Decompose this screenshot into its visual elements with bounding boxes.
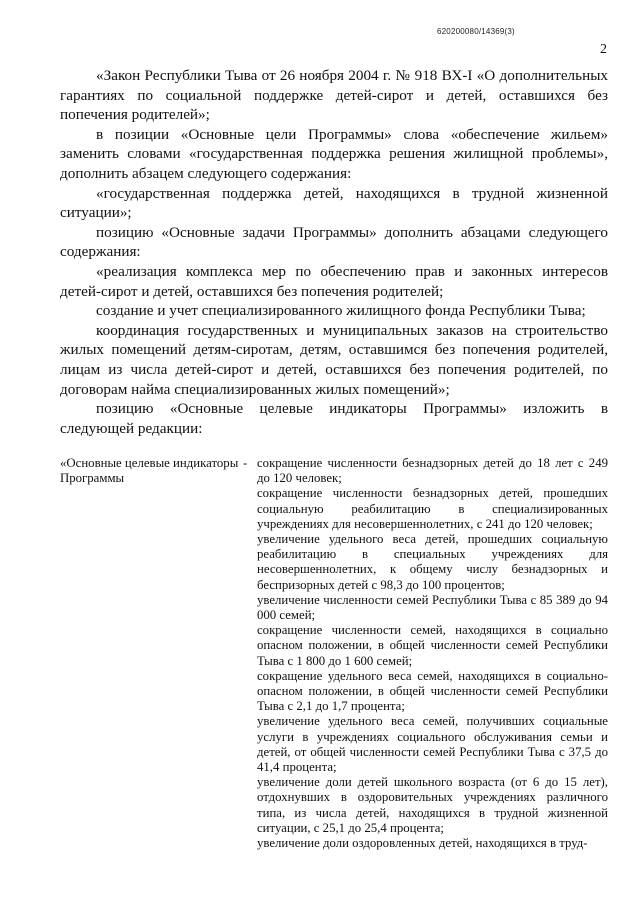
indicator-item: увеличение доли оздоровленных детей, находящихся в труд- [257,836,588,851]
indicators-label: «Основные целевые индикаторы Программы [60,456,239,486]
paragraph: позицию «Основные целевые индикаторы Программы» изложить в следующей редакции: [60,400,608,437]
paragraph: создание и учет специализированного жилищного фонда Республики Тыва; [96,302,586,320]
paragraph: «государственная поддержка детей, находящихся в трудной жизненной ситуации»; [60,184,608,222]
indicator-item: увеличение удельного веса семей, получивших социальные услуги в учреждениях социального обслуживания семьи и детей, от общей численности семей Республики Тыва с 37,5 до 41,4 процента; [257,714,608,775]
paragraph: «Закон Республики Тыва от 26 ноября 2004 г. № 918 ВХ-I «О дополнительных гарантиях по социальной поддержке детей-сирот и детей, оставшихся без попечения родителей»; [60,67,608,124]
page-number: 2 [600,42,607,57]
indicator-item: увеличение численности семей Республики Тыва с 85 389 до 94 000 семей; [257,592,608,623]
document-body [60,66,608,438]
indicator-item: сокращение численности семей, находящихся в социально опасном положении, в общей численности семей Республики Тыва с 1 800 до 1 600 семей; [257,623,608,668]
indicators-list [257,456,608,851]
document-id: 620200080/14369(3) [437,27,515,36]
indicator-item: увеличение удельного веса детей, прошедших социальную реабилитацию в специальных учреждениях для несовершеннолетних, к общему числу безнадзорных и беспризорных детей с 98,3 до 100 процентов; [257,532,608,592]
paragraph: «реализация комплекса мер по обеспечению прав и законных интересов детей-сирот и детей, оставшихся без попечения родителей; [60,262,608,300]
indicator-item: сокращение численности безнадзорных детей до 18 лет с 249 до 120 человек; [257,456,608,486]
indicator-item: сокращение удельного веса семей, находящихся в социально-опасном положении, в общей численности семей Республики Тыва с 2,1 до 1,7 процента; [257,668,608,714]
paragraph: координация государственных и муниципальных заказов на строительство жилых помещений детям-сиротам, детям, оставшимся без попечения родителей, лицам из числа детей-сирот и детей, оставшихся без попечения родителей, по договорам найма специализированных жилых помещений»; [60,321,608,398]
paragraph: в позиции «Основные цели Программы» слова «обеспечение жильем» заменить словами «государственная поддержка решения жилищной проблемы», дополнить абзацем следующего содержания: [60,125,608,182]
paragraph: позицию «Основные задачи Программы» дополнить абзацами следующего содержания: [60,223,608,261]
table-dash: - [243,456,248,470]
indicator-item: увеличение доли детей школьного возраста (от 6 до 15 лет), отдохнувших в оздоровительных учреждениях различного типа, из числа детей, находящихся в трудной жизненной ситуации, с 25,1 до 25,4 процента; [257,775,608,835]
indicator-item: сокращение численности безнадзорных детей, прошедших социальную реабилитацию в специализированных учреждениях для несовершеннолетних, с 241 до 120 человек; [257,486,608,531]
